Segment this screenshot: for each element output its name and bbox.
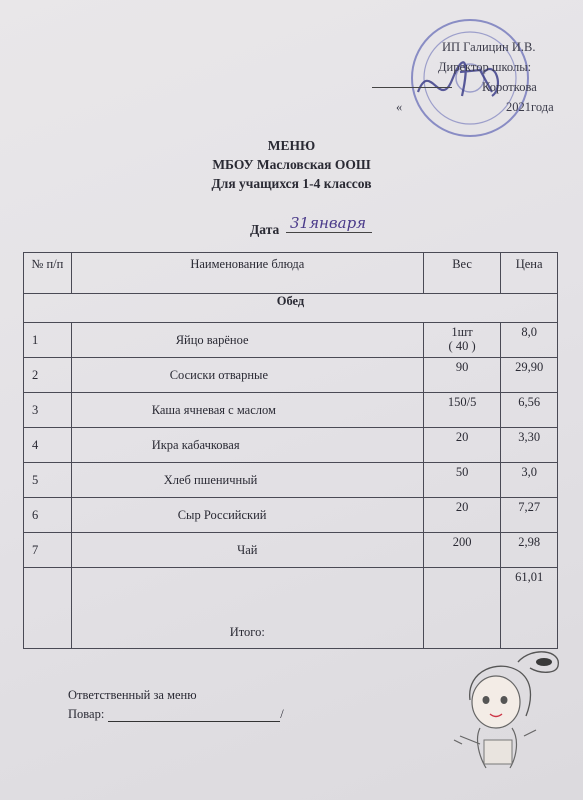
table-row <box>24 358 558 393</box>
row-number: 1 <box>24 323 72 358</box>
row-weight: 20 <box>423 428 500 463</box>
total-row <box>24 568 558 649</box>
row-number: 4 <box>24 428 72 463</box>
row-dish: Хлеб пшеничный <box>71 463 423 498</box>
total-weight-cell <box>423 568 500 649</box>
approval-line-1: ИП Галицин И.В. <box>442 40 536 54</box>
row-weight-main: 1шт <box>451 325 473 339</box>
col-header-name: Наименование блюда <box>71 253 423 294</box>
row-dish: Сыр Российский <box>71 498 423 533</box>
approval-line-2: Директор школы: <box>438 60 532 74</box>
row-number: 3 <box>24 393 72 428</box>
row-price: 8,0 <box>501 323 558 358</box>
total-label: Итого: <box>71 568 423 649</box>
row-number: 2 <box>24 358 72 393</box>
cook-row <box>68 707 284 722</box>
cook-signature-line <box>108 709 280 722</box>
col-header-number: № п/п <box>24 253 72 294</box>
date-label: Дата <box>250 222 280 237</box>
section-title: Обед <box>24 294 558 323</box>
row-dish: Яйцо варёное <box>71 323 423 358</box>
row-weight: 50 <box>423 463 500 498</box>
col-header-price: Цена <box>501 253 558 294</box>
approval-quote: « <box>396 100 403 114</box>
approval-signature-line <box>372 87 452 88</box>
table-row <box>24 323 558 358</box>
cook-label: Повар: <box>68 707 105 721</box>
table-row <box>24 498 558 533</box>
row-weight: 20 <box>423 498 500 533</box>
row-price: 3,0 <box>501 463 558 498</box>
row-dish: Икра кабачковая <box>71 428 423 463</box>
responsible-label: Ответственный за меню <box>68 688 197 702</box>
row-weight <box>423 323 500 358</box>
section-row <box>24 294 558 323</box>
total-price: 61,01 <box>501 568 558 649</box>
row-weight: 150/5 <box>423 393 500 428</box>
row-weight-sub: ( 40 ) <box>448 339 476 353</box>
cook-end: / <box>280 707 284 721</box>
menu-table <box>23 252 558 649</box>
row-dish: Сосиски отварные <box>71 358 423 393</box>
school-name: МБОУ Масловская ООШ <box>212 157 371 172</box>
col-header-weight: Вес <box>423 253 500 294</box>
date-underline <box>286 232 372 233</box>
row-price: 7,27 <box>501 498 558 533</box>
table-row <box>24 428 558 463</box>
menu-title: МЕНЮ <box>267 138 316 153</box>
approval-line-3: Короткова <box>482 80 537 94</box>
row-number: 7 <box>24 533 72 568</box>
table-row <box>24 463 558 498</box>
row-price: 3,30 <box>501 428 558 463</box>
row-weight: 90 <box>423 358 500 393</box>
table-header-row <box>24 253 558 294</box>
date-value: 31января <box>290 214 367 232</box>
row-weight: 200 <box>423 533 500 568</box>
row-price: 6,56 <box>501 393 558 428</box>
row-number: 5 <box>24 463 72 498</box>
total-empty-cell <box>24 568 72 649</box>
row-dish: Чай <box>71 533 423 568</box>
row-price: 2,98 <box>501 533 558 568</box>
chef-doodle-image <box>440 640 570 780</box>
audience-line: Для учащихся 1-4 классов <box>211 176 372 191</box>
table-row <box>24 393 558 428</box>
row-number: 6 <box>24 498 72 533</box>
row-price: 29,90 <box>501 358 558 393</box>
table-row <box>24 533 558 568</box>
row-dish: Каша ячневая с маслом <box>71 393 423 428</box>
approval-year: 2021года <box>506 100 554 114</box>
